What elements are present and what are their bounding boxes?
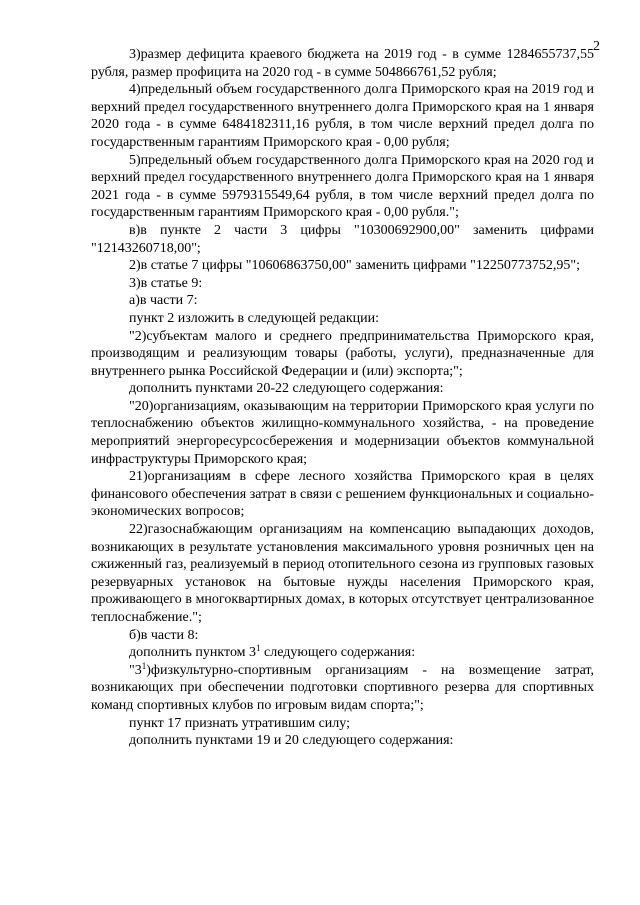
paragraph-part-7: а)в части 7: (129, 293, 198, 309)
paragraph-debt-2020: 5)предельный объем государственного долга Приморского края на 2020 год и верхний предел государственного внутреннего долга Приморского края на 1 января 2021 года - в сумме 5979315549,64 рубля, в том числе верхний предел долга по государственным гарантиям Приморского края - 0,00 рубля."; (91, 152, 594, 221)
paragraph-point-17: пункт 17 признать утратившим силу; (129, 715, 350, 731)
superscript: 1 (256, 643, 261, 654)
paragraph-point-2-text: "2)субъектам малого и среднего предпринимательства Приморского края, производящим и реализующим товары (работы, услуги), предназначенные для внутреннего рынка Российской Федерации и (или) экспорта;"; (91, 328, 594, 379)
paragraph-deficit: 3)размер дефицита краевого бюджета на 2019 год - в сумме 1284655737,55 рубля, размер профицита на 2020 год - в сумме 504866761,52 рубля; (91, 47, 594, 80)
paragraph-point-20: "20)организациям, оказывающим на территории Приморского края услуги по теплоснабжению объектов жилищно-коммунального хозяйства, - на проведение мероприятий энергоресурсосбережения и модернизации объектов коммунальной инфраструктуры Приморского края; (91, 398, 594, 467)
paragraph-article-9: 3)в статье 9: (129, 275, 203, 291)
paragraph-part-8: б)в части 8: (129, 627, 199, 643)
paragraph-add-19-20: дополнить пунктами 19 и 20 следующего содержания: (129, 733, 454, 749)
add-point-text: дополнить пунктом 3 (129, 645, 257, 661)
paragraph-point-2-intro: пункт 2 изложить в следующей редакции: (129, 310, 379, 326)
page-number: 2 (593, 39, 600, 54)
point-3-1-prefix: "3 (129, 662, 142, 678)
point-3-1-text: )физкультурно-спортивным организациям - на возмещение затрат, возникающих при обеспечении подготовки спортивного резерва для спортивных команд спортивных клубов по игровым видам спорта;"; (91, 662, 594, 713)
paragraph-article-7: 2)в статье 7 цифры "10606863750,00" заменить цифрами "12250773752,95"; (129, 258, 580, 274)
paragraph-add-point-3-1 (91, 644, 594, 662)
paragraph-debt-2019: 4)предельный объем государственного долга Приморского края на 2019 год и верхний предел государственного внутреннего долга Приморского края на 1 января 2020 года - в сумме 6484182311,16 рубля, в том числе верхний предел долга по государственным гарантиям Приморского края - 0,00 рубля; (91, 82, 594, 150)
paragraph-point-22: 22)газоснабжающим организациям на компенсацию выпадающих доходов, возникающих в результате установления максимального уровня розничных цен на сжиженный газ, реализуемый в период отопительного сезона из групповых газовых резервуарных установок на бытовые нужды населения Приморского края, проживающего в многоквартирных домах, в которых отсутствует централизованное теплоснабжение."; (91, 522, 594, 625)
paragraph-item-v: в)в пункте 2 части 3 цифры "10300692900,00" заменить цифрами "12143260718,00"; (91, 222, 594, 256)
document-body (91, 46, 594, 750)
add-point-text-end: следующего содержания: (260, 645, 416, 661)
paragraph-point-3-1 (91, 662, 594, 715)
superscript: 1 (141, 660, 147, 671)
paragraph-point-21: 21)организациям в сфере лесного хозяйства Приморского края в целях финансового обеспечения затрат в связи с решением функциональных и социально-экономических вопросов; (91, 469, 594, 520)
paragraph-add-20-22: дополнить пунктами 20-22 следующего содержания: (129, 381, 444, 397)
